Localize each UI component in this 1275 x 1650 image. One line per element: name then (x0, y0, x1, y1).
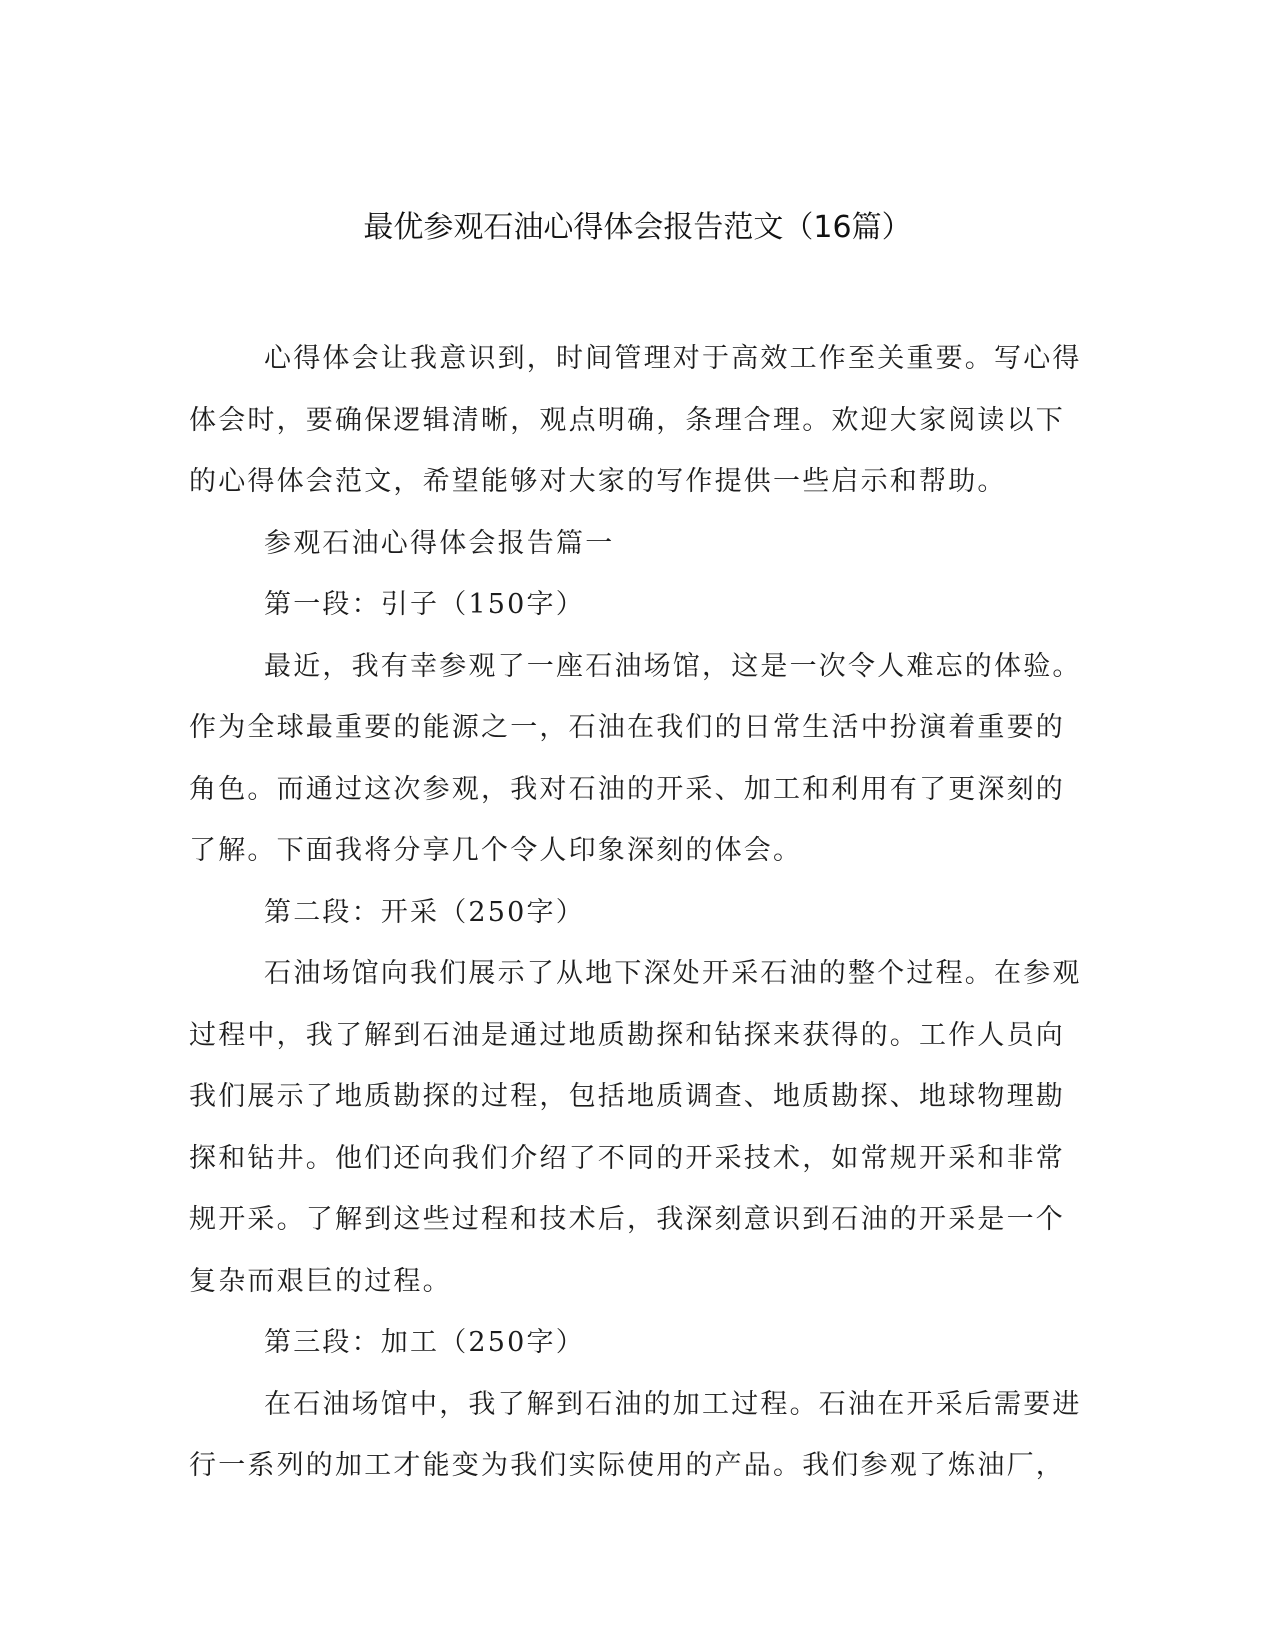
section-heading: 参观石油心得体会报告篇一 (264, 527, 615, 559)
text-line: 作为全球最重要的能源之一，石油在我们的日常生活中扮演着重要的 (189, 712, 1065, 743)
text-line: 心得体会让我意识到，时间管理对于高效工作至关重要。写心得 (264, 343, 1082, 374)
text-line: 我们展示了地质勘探的过程，包括地质调查、地质勘探、地球物理勘 (189, 1081, 1065, 1112)
text-line: 体会时，要确保逻辑清晰，观点明确，条理合理。欢迎大家阅读以下 (189, 404, 1065, 436)
document-title: 最优参观石油心得体会报告范文（16篇） (363, 210, 912, 245)
text-line: 在石油场馆中，我了解到石油的加工过程。石油在开采后需要进 (264, 1388, 1082, 1420)
text-line: 的心得体会范文，希望能够对大家的写作提供一些启示和帮助。 (189, 466, 1007, 497)
paragraph-heading: 第三段：加工（250字） (264, 1327, 585, 1358)
text-line: 行一系列的加工才能变为我们实际使用的产品。我们参观了炼油厂， (189, 1450, 1065, 1481)
document-body (189, 328, 1084, 1497)
text-line: 了解。下面我将分享几个令人印象深刻的体会。 (189, 835, 803, 866)
text-line: 石油场馆向我们展示了从地下深处开采石油的整个过程。在参观 (264, 958, 1082, 989)
text-line: 角色。而通过这次参观，我对石油的开采、加工和利用有了更深刻的 (189, 773, 1065, 805)
text-line: 最近，我有幸参观了一座石油场馆，这是一次令人难忘的体验。 (264, 650, 1082, 682)
text-line: 探和钻井。他们还向我们介绍了不同的开采技术，如常规开采和非常 (189, 1142, 1065, 1174)
paragraph-heading: 第一段：引子（150字） (264, 589, 585, 620)
text-line: 复杂而艰巨的过程。 (189, 1265, 452, 1297)
text-line: 规开采。了解到这些过程和技术后，我深刻意识到石油的开采是一个 (189, 1204, 1065, 1235)
text-line: 过程中，我了解到石油是通过地质勘探和钻探来获得的。工作人员向 (189, 1019, 1065, 1051)
paragraph-heading: 第二段：开采（250字） (264, 896, 585, 928)
